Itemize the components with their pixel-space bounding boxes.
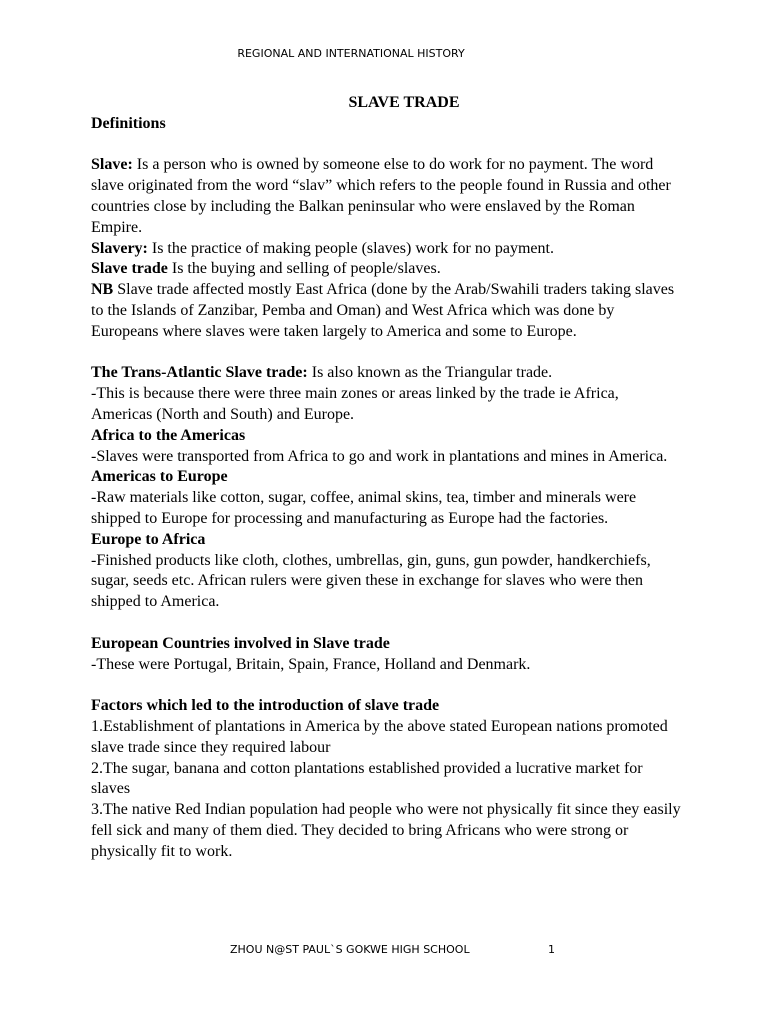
factor-item: 3.The native Red Indian population had people who were not physically fit since they easily fell sick and many of them died. They decided to bring Africans who were strong or physically fit to work. xyxy=(91,801,681,860)
factors-heading: Factors which led to the introduction of slave trade xyxy=(91,697,440,715)
blank-line xyxy=(91,343,681,364)
document-title: SLAVE TRADE xyxy=(348,94,460,111)
slave-definition xyxy=(91,155,681,238)
africa-to-americas-heading: Africa to the Americas xyxy=(91,426,246,444)
page-footer: ZHOU N@ST PAUL`S GOKWE HIGH SCHOOL xyxy=(230,943,470,956)
slave-term: Slave: xyxy=(91,156,133,174)
africa-to-americas-text: -Slaves were transported from Africa to go and work in plantations and mines in America. xyxy=(91,447,668,465)
slave-trade-term: Slave trade xyxy=(91,260,168,278)
americas-to-europe-heading: Americas to Europe xyxy=(91,468,228,486)
europe-to-africa-heading: Europe to Africa xyxy=(91,530,206,548)
slavery-text: Is the practice of making people (slaves) work for no payment. xyxy=(147,239,554,257)
page-header: REGIONAL AND INTERNATIONAL HISTORY xyxy=(237,47,465,60)
blank-line xyxy=(91,135,681,156)
trans-atlantic-term: The Trans-Atlantic Slave trade: xyxy=(91,364,308,382)
trans-atlantic-text: Is also known as the Triangular trade. xyxy=(307,364,553,382)
americas-to-europe-text: -Raw materials like cotton, sugar, coffee, animal skins, tea, timber and minerals were shipped to Europe for processing and manufacturing as Europe had the factories. xyxy=(91,489,637,527)
europe-to-africa-text: -Finished products like cloth, clothes, umbrellas, gin, guns, gun powder, handkerchiefs, sugar, seeds etc. African rulers were given these in exchange for slaves who were then shipped to America. xyxy=(91,551,651,611)
nb-term: NB xyxy=(91,281,114,299)
european-countries-heading: European Countries involved in Slave trade xyxy=(91,634,390,652)
slavery-definition xyxy=(91,239,681,260)
document-body xyxy=(91,93,681,862)
blank-line xyxy=(91,613,681,634)
factor-item: 1.Establishment of plantations in America by the above stated European nations promoted slave trade since they required labour xyxy=(91,717,668,756)
slavery-term: Slavery: xyxy=(91,239,148,257)
european-countries-text: -These were Portugal, Britain, Spain, France, Holland and Denmark. xyxy=(91,655,531,673)
slave-text: Is a person who is owned by someone else to do work for no payment. The word slave originated from the word “slav” which refers to the people found in Russia and other countries close by including the Balkan peninsular who were enslaved by the Roman Empire. xyxy=(91,156,671,236)
trans-atlantic-note: -This is because there were three main zones or areas linked by the trade ie Africa, Americas (North and South) and Europe. xyxy=(91,385,619,423)
nb-text: Slave trade affected mostly East Africa (done by the Arab/Swahili traders taking slaves to the Islands of Zanzibar, Pemba and Oman) and West Africa which was done by Europeans where slaves were taken largely to America and some to Europe. xyxy=(91,281,675,340)
slave-trade-text: Is the buying and selling of people/slaves. xyxy=(167,260,441,278)
definitions-heading: Definitions xyxy=(91,114,166,132)
trans-atlantic-definition xyxy=(91,363,681,384)
page-number: 1 xyxy=(548,943,555,956)
blank-line xyxy=(91,675,681,696)
slave-trade-definition xyxy=(91,259,681,280)
nb-note xyxy=(91,280,681,342)
factor-item: 2.The sugar, banana and cotton plantations established provided a lucrative market for slaves xyxy=(91,759,643,798)
